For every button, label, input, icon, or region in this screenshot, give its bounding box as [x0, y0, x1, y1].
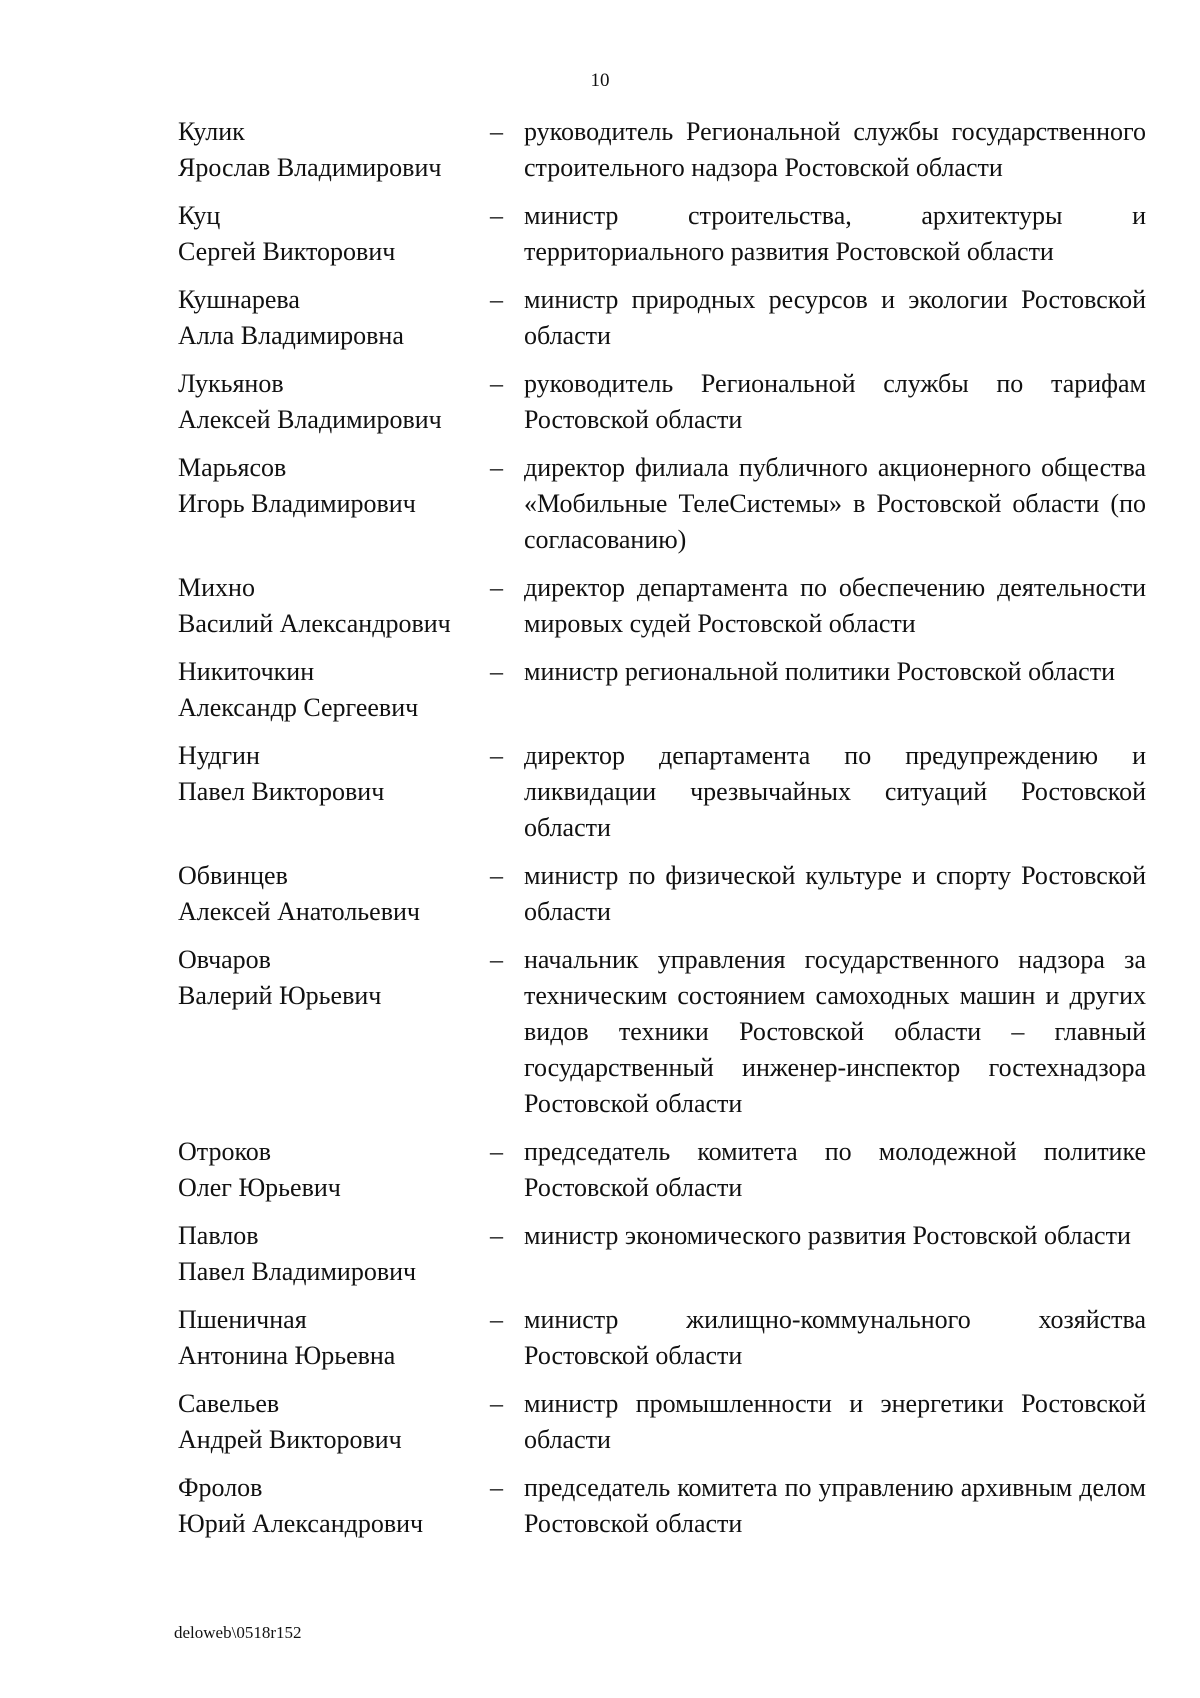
member-surname: Лукьянов: [178, 369, 284, 398]
roster-entry: [178, 114, 1146, 186]
member-name: [178, 450, 490, 558]
member-position: министр жилищно-коммунального хозяйства Ростовской области: [524, 1305, 1146, 1370]
member-position: руководитель Региональной службы государственного строительного надзора Ростовской области: [524, 117, 1146, 182]
member-surname: Обвинцев: [178, 861, 288, 890]
separator-dash: –: [490, 201, 503, 230]
member-name: [178, 942, 490, 1122]
member-name: [178, 114, 490, 186]
member-position: министр региональной политики Ростовской области: [524, 657, 1115, 686]
member-position: министр экономического развития Ростовской области: [524, 1221, 1131, 1250]
member-position: председатель комитета по управлению архивным делом Ростовской области: [524, 1473, 1146, 1538]
member-given-name: Антонина Юрьевна: [178, 1341, 396, 1370]
member-surname: Михно: [178, 573, 255, 602]
separator-dash: –: [490, 117, 503, 146]
member-name: [178, 198, 490, 270]
member-name: [178, 570, 490, 642]
roster-entry: [178, 1470, 1146, 1542]
member-given-name: Сергей Викторович: [178, 237, 396, 266]
member-surname: Кушнарева: [178, 285, 300, 314]
separator-dash: –: [490, 861, 503, 890]
member-given-name: Алексей Анатольевич: [178, 897, 420, 926]
member-given-name: Василий Александрович: [178, 609, 451, 638]
separator-dash: –: [490, 1389, 503, 1418]
member-position: руководитель Региональной службы по тарифам Ростовской области: [524, 369, 1146, 434]
member-given-name: Алексей Владимирович: [178, 405, 442, 434]
member-position: директор филиала публичного акционерного общества «Мобильные ТелеСистемы» в Ростовской области (по согласованию): [524, 453, 1146, 554]
member-position: министр природных ресурсов и экологии Ростовской области: [524, 285, 1146, 350]
roster-entry: [178, 858, 1146, 930]
separator-dash: –: [490, 1305, 503, 1334]
member-given-name: Алла Владимировна: [178, 321, 404, 350]
roster-entry: [178, 942, 1146, 1122]
member-surname: Павлов: [178, 1221, 259, 1250]
member-given-name: Игорь Владимирович: [178, 489, 416, 518]
member-given-name: Ярослав Владимирович: [178, 153, 442, 182]
roster-entry: [178, 366, 1146, 438]
document-reference: deloweb\0518r152: [174, 1623, 302, 1642]
member-surname: Отроков: [178, 1137, 272, 1166]
member-roster: [178, 114, 1146, 1554]
member-name: [178, 858, 490, 930]
separator-dash: –: [490, 1137, 503, 1166]
member-name: [178, 738, 490, 846]
member-position: министр промышленности и энергетики Ростовской области: [524, 1389, 1146, 1454]
separator-dash: –: [490, 741, 503, 770]
member-surname: Нудгин: [178, 741, 260, 770]
separator-dash: –: [490, 1473, 503, 1502]
member-position: начальник управления государственного надзора за техническим состоянием самоходных машин и других видов техники Ростовской области – главный государственный инженер-инспектор гостехнадзора Ростовской области: [524, 945, 1146, 1118]
member-given-name: Юрий Александрович: [178, 1509, 424, 1538]
member-position: председатель комитета по молодежной политике Ростовской области: [524, 1137, 1146, 1202]
member-given-name: Валерий Юрьевич: [178, 981, 382, 1010]
member-position: директор департамента по предупреждению и ликвидации чрезвычайных ситуаций Ростовской области: [524, 741, 1146, 842]
member-given-name: Андрей Викторович: [178, 1425, 402, 1454]
separator-dash: –: [490, 369, 503, 398]
roster-entry: [178, 738, 1146, 846]
separator-dash: –: [490, 945, 503, 974]
member-surname: Кулик: [178, 117, 245, 146]
roster-entry: [178, 570, 1146, 642]
roster-entry: [178, 282, 1146, 354]
member-name: [178, 654, 490, 726]
roster-entry: [178, 1218, 1146, 1290]
member-surname: Фролов: [178, 1473, 263, 1502]
member-given-name: Павел Владимирович: [178, 1257, 417, 1286]
member-name: [178, 1386, 490, 1458]
separator-dash: –: [490, 657, 503, 686]
member-given-name: Павел Викторович: [178, 777, 385, 806]
roster-entry: [178, 654, 1146, 726]
roster-entry: [178, 1302, 1146, 1374]
member-surname: Савельев: [178, 1389, 280, 1418]
separator-dash: –: [490, 285, 503, 314]
roster-entry: [178, 450, 1146, 558]
member-name: [178, 1470, 490, 1542]
member-name: [178, 1134, 490, 1206]
member-position: министр строительства, архитектуры и территориального развития Ростовской области: [524, 201, 1146, 266]
member-given-name: Олег Юрьевич: [178, 1173, 341, 1202]
separator-dash: –: [490, 1221, 503, 1250]
member-given-name: Александр Сергеевич: [178, 693, 419, 722]
member-surname: Овчаров: [178, 945, 271, 974]
roster-entry: [178, 1386, 1146, 1458]
roster-entry: [178, 1134, 1146, 1206]
separator-dash: –: [490, 453, 503, 482]
member-surname: Марьясов: [178, 453, 287, 482]
member-name: [178, 366, 490, 438]
member-name: [178, 1302, 490, 1374]
member-position: министр по физической культуре и спорту Ростовской области: [524, 861, 1146, 926]
member-position: директор департамента по обеспечению деятельности мировых судей Ростовской области: [524, 573, 1146, 638]
member-name: [178, 282, 490, 354]
separator-dash: –: [490, 573, 503, 602]
member-name: [178, 1218, 490, 1290]
member-surname: Куц: [178, 201, 221, 230]
page-number: 10: [590, 70, 610, 91]
roster-entry: [178, 198, 1146, 270]
member-surname: Никиточкин: [178, 657, 315, 686]
member-surname: Пшеничная: [178, 1305, 307, 1334]
